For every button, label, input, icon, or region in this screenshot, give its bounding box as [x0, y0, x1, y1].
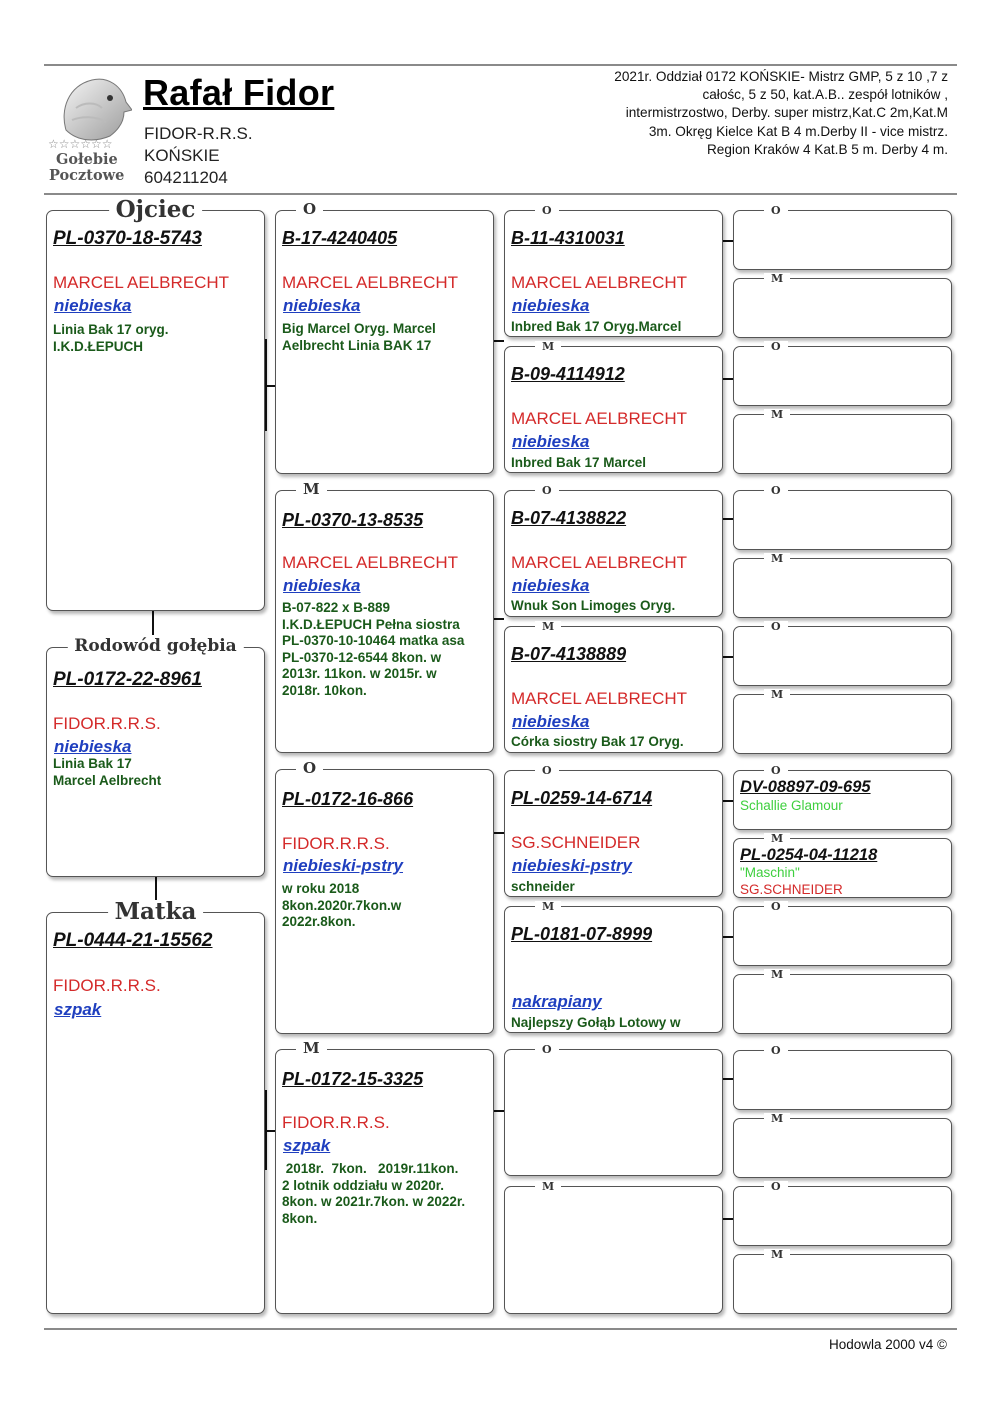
mf-breeder: FIDOR.R.R.S.	[282, 834, 390, 853]
ff-card[interactable]	[275, 200, 494, 474]
fmm-breeder: MARCEL AELBRECHT	[511, 689, 688, 708]
mm-ring: PL-0172-15-3325	[282, 1069, 424, 1089]
o-label: O	[535, 765, 559, 776]
mfff-ring: DV-08897-09-695	[740, 778, 871, 796]
o-label: O	[764, 1181, 788, 1192]
m-label: M	[296, 1041, 327, 1056]
m-label: M	[535, 1181, 561, 1192]
mfm-color: nakrapiany	[512, 992, 602, 1011]
fff-color: niebieska	[512, 296, 590, 315]
mff-breeder: SG.SCHNEIDER	[511, 833, 641, 852]
fff-breeder: MARCEL AELBRECHT	[511, 273, 688, 292]
m-label: M	[296, 482, 327, 497]
mother-color: szpak	[54, 1000, 102, 1019]
o-label: O	[296, 202, 323, 217]
o-label: O	[764, 1045, 788, 1056]
g4-card-3[interactable]	[733, 340, 952, 406]
connector	[494, 1110, 504, 1112]
o-label: O	[764, 205, 788, 216]
g4-card-2[interactable]	[733, 272, 952, 338]
connector	[723, 378, 733, 380]
fmf-color: niebieska	[512, 576, 590, 595]
father-color: niebieska	[54, 296, 132, 315]
mff-ring: PL-0259-14-6714	[511, 788, 653, 808]
o-label: O	[535, 1044, 559, 1055]
ffm-card[interactable]	[504, 340, 723, 473]
m-label: M	[764, 273, 790, 284]
connector	[265, 1090, 267, 1170]
o-label: O	[535, 205, 559, 216]
connector	[265, 339, 267, 431]
ffm-breeder: MARCEL AELBRECHT	[511, 409, 688, 428]
fm-note: B-07-822 x B-889 I.K.D.ŁEPUCH Pełna siostra PL-0370-10-10464 matka asa PL-0370-12-6544 8kon. w 2013r. 11kon. w 2015r. w 2018r. 10kon.	[282, 600, 465, 698]
g4-card-1[interactable]	[733, 204, 952, 270]
connector	[494, 618, 504, 620]
o-label: O	[764, 485, 788, 496]
mm-card[interactable]	[275, 1039, 494, 1314]
loft-name: FIDOR-R.R.S.	[144, 124, 253, 143]
pigeon-card[interactable]	[46, 636, 265, 877]
footer-rule	[44, 1328, 957, 1330]
connector	[723, 1078, 733, 1080]
ffm-note: Inbred Bak 17 Marcel	[511, 455, 647, 470]
g4-card-7[interactable]	[733, 620, 952, 686]
father-note: Linia Bak 17 oryg. I.K.D.ŁEPUCH	[53, 322, 169, 354]
mmf-card[interactable]	[504, 1043, 723, 1176]
g4-card-8[interactable]	[733, 688, 952, 754]
ff-ring: B-17-4240405	[282, 228, 398, 248]
fmf-ring: B-07-4138822	[511, 508, 627, 528]
connector	[723, 656, 733, 658]
connector	[494, 832, 504, 834]
mother-label: Matka	[108, 900, 204, 923]
header-top-rule	[44, 64, 957, 66]
pigeon-logo-icon	[46, 72, 132, 184]
mf-note: w roku 2018 8kon.2020r.7kon.w 2022r.8kon.	[282, 881, 402, 929]
mffm-name: "Maschin"	[740, 865, 800, 880]
g4-card-12[interactable]	[733, 968, 952, 1034]
g4-card-11[interactable]	[733, 900, 952, 966]
connector	[723, 240, 733, 242]
fmm-color: niebieska	[512, 712, 590, 731]
connector	[723, 936, 733, 938]
mother-ring: PL-0444-21-15562	[53, 930, 213, 951]
connector	[723, 518, 733, 520]
mm-breeder: FIDOR.R.R.S.	[282, 1113, 390, 1132]
fm-ring: PL-0370-13-8535	[282, 510, 424, 530]
m-label: M	[535, 901, 561, 912]
mff-color: niebieski-pstry	[512, 856, 632, 875]
mfm-card[interactable]	[504, 900, 723, 1033]
father-label: Ojciec	[109, 198, 203, 221]
o-label: O	[764, 621, 788, 632]
fmf-breeder: MARCEL AELBRECHT	[511, 553, 688, 572]
m-label: M	[764, 1113, 790, 1124]
pigeon-note: Linia Bak 17 Marcel Aelbrecht	[53, 756, 162, 788]
achievements: 2021r. Oddział 0172 KOŃSKIE- Mistrz GMP, 5 z 10 ,7 z całośc, 5 z 50, kat.A.B.. zespół lotników , intermistrzostwo, Derby. super mistrz,Kat.C 2m,Kat.M 3m. Okręg Kielce Kat B 4 m.Derby II - vice mistrz. Region Kraków 4 Kat.B 5 m. Derby 4 m.	[614, 69, 948, 157]
pigeon-breeder: FIDOR.R.R.S.	[53, 714, 161, 733]
m-label: M	[535, 621, 561, 632]
g4-card-13[interactable]	[733, 1044, 952, 1110]
o-label: O	[296, 761, 323, 776]
g4-card-14[interactable]	[733, 1112, 952, 1178]
mf-ring: PL-0172-16-866	[282, 789, 414, 809]
m-label: M	[764, 1249, 790, 1260]
o-label: O	[764, 341, 788, 352]
mmm-card[interactable]	[504, 1180, 723, 1314]
city: KOŃSKIE	[144, 146, 220, 165]
fff-note: Inbred Bak 17 Oryg.Marcel	[511, 319, 682, 334]
fmm-note: Córka siostry Bak 17 Oryg.	[511, 734, 684, 749]
mff-note: schneider	[511, 879, 575, 894]
ffm-ring: B-09-4114912	[511, 364, 625, 384]
m-label: M	[764, 553, 790, 564]
ffm-color: niebieska	[512, 432, 590, 451]
mother-breeder: FIDOR.R.R.S.	[53, 976, 161, 995]
svg-text:Gołebie: Gołebie	[56, 151, 118, 168]
father-ring: PL-0370-18-5743	[53, 228, 202, 249]
connector	[723, 1218, 733, 1220]
connector	[152, 611, 154, 635]
logo	[46, 72, 132, 184]
mfff-name: Schallie Glamour	[740, 798, 843, 813]
father-card[interactable]	[46, 196, 265, 611]
fmm-card[interactable]	[504, 620, 723, 753]
mm-note: 2018r. 7kon. 2019r.11kon. 2 lotnik oddziału w 2020r. 8kon. w 2021r.7kon. w 2022r. 8kon.	[282, 1161, 466, 1226]
mfff-card[interactable]	[733, 764, 952, 830]
svg-text:Pocztowe: Pocztowe	[49, 167, 125, 184]
mffm-breeder: SG.SCHNEIDER	[740, 882, 843, 897]
g4-card-15[interactable]	[733, 1180, 952, 1246]
mff-card[interactable]	[504, 764, 723, 897]
o-label: O	[764, 765, 788, 776]
mfm-note: Najlepszy Gołąb Lotowy w	[511, 1015, 681, 1030]
footer-credit: Hodowla 2000 v4 ©	[828, 1337, 947, 1352]
fmf-note: Wnuk Son Limoges Oryg.	[511, 598, 676, 613]
mfm-ring: PL-0181-07-8999	[511, 924, 653, 944]
connector	[494, 340, 504, 342]
father-breeder: MARCEL AELBRECHT	[53, 273, 230, 292]
fm-breeder: MARCEL AELBRECHT	[282, 553, 459, 572]
o-label: O	[764, 901, 788, 912]
ff-note: Big Marcel Oryg. Marcel Aelbrecht Linia BAK 17	[282, 321, 436, 353]
mm-color: szpak	[283, 1136, 331, 1155]
pedigree-label: Rodowód gołębia	[67, 638, 243, 655]
g4-card-5[interactable]	[733, 484, 952, 550]
mf-card[interactable]	[275, 759, 494, 1034]
fm-card[interactable]	[275, 480, 494, 753]
m-label: M	[764, 689, 790, 700]
fff-ring: B-11-4310031	[511, 228, 625, 248]
fmm-ring: B-07-4138889	[511, 644, 627, 664]
fm-color: niebieska	[283, 576, 361, 595]
header-bottom-rule	[44, 193, 957, 195]
mother-card[interactable]	[46, 898, 265, 1314]
m-label: M	[764, 409, 790, 420]
m-label: M	[764, 833, 790, 844]
mf-color: niebieski-pstry	[283, 856, 403, 875]
fmf-card[interactable]	[504, 484, 723, 617]
pigeon-color: niebieska	[54, 737, 132, 756]
ff-color: niebieska	[283, 296, 361, 315]
m-label: M	[764, 969, 790, 980]
pigeon-ring: PL-0172-22-8961	[53, 669, 202, 690]
ff-breeder: MARCEL AELBRECHT	[282, 273, 459, 292]
svg-text:☆☆☆☆☆☆: ☆☆☆☆☆☆	[48, 137, 113, 151]
mffm-ring: PL-0254-04-11218	[740, 846, 878, 864]
mffm-card[interactable]	[733, 832, 952, 898]
connector	[723, 800, 733, 802]
owner-name: Rafał Fidor	[143, 72, 335, 113]
m-label: M	[535, 341, 561, 352]
phone: 604211204	[144, 168, 228, 187]
o-label: O	[535, 485, 559, 496]
g4-card-6[interactable]	[733, 552, 952, 618]
g4-card-16[interactable]	[733, 1248, 952, 1314]
g4-card-4[interactable]	[733, 408, 952, 474]
fff-card[interactable]	[504, 204, 723, 337]
